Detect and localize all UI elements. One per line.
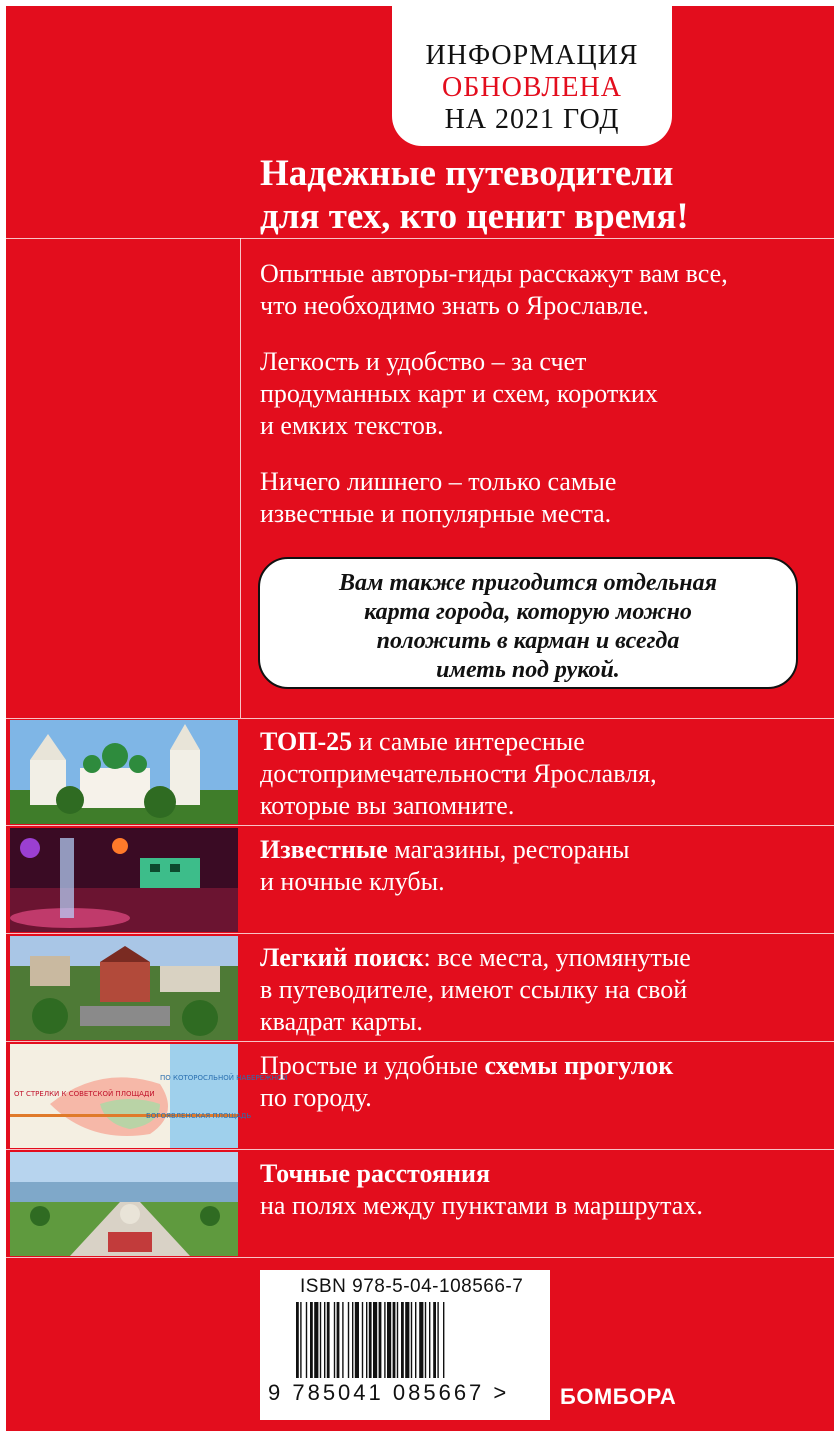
divider [6,718,834,719]
back-cover [6,6,834,1431]
paragraph-line: известные и популярные места. [260,499,612,528]
note-line: положить в карман и всегда [376,628,680,654]
feature-top25 [6,718,834,826]
publisher-logo: БОМБОРА [560,1384,677,1409]
feature-text [260,1158,820,1222]
paragraph-line: Опытные авторы-гиды расскажут вам все, [260,259,728,288]
paragraph-line: и емких текстов. [260,411,444,440]
headline-line1: Надежные путеводители [260,153,674,194]
badge-line3: НА 2021 ГОД [444,104,620,135]
feature-walk-schemes [6,1042,834,1150]
map-label-c: БОГОЯВЛЕНСКАЯ ПЛОЩАДЬ [146,1112,252,1120]
isbn-barcode [260,1270,550,1420]
feature-line: : все места, упомянутые [423,943,691,972]
badge-line1: ИНФОРМАЦИЯ [425,40,639,71]
feature-bold: Точные расстояния [260,1159,491,1188]
divider-vertical [240,238,241,718]
barcode-digits: 9 785041 085667 > [268,1380,510,1405]
paragraph-line: Легкость и удобство – за счет [260,347,587,376]
feature-line: магазины, рестораны [387,835,630,864]
feature-line: которые вы запомните. [260,791,515,820]
feature-bold: Легкий поиск [260,943,424,972]
map-label-b: ПО КОТОРОСЛЬНОЙ НАБЕРЕЖНОЙ [160,1074,288,1082]
feature-bold: Известные [260,835,388,864]
paragraph-line: Ничего лишнего – только самые [260,467,617,496]
map-thumbnail [10,1044,288,1148]
nightclub-photo [10,828,238,932]
map-note [258,557,798,689]
feature-text [260,1050,820,1114]
badge-line2: ОБНОВЛЕНА [442,72,622,103]
divider [6,1257,834,1258]
feature-line: в путеводителе, имеют ссылку на свой [260,975,688,1004]
city-panorama-photo [10,936,238,1040]
feature-line: достопримечательности Ярославля, [260,759,657,788]
feature-line: на полях между пунктами в маршрутах. [260,1191,703,1220]
feature-text [260,726,820,822]
embankment-photo [10,1152,238,1256]
feature-text [260,834,820,898]
paragraph-authors [260,258,820,322]
note-line: иметь под рукой. [436,657,620,683]
barcode-bars [296,1302,526,1378]
feature-distances [6,1150,834,1258]
note-line: Вам также пригодится отдельная [339,570,717,596]
feature-bold: схемы прогулок [484,1051,674,1080]
feature-famous [6,826,834,934]
feature-line: квадрат карты. [260,1007,423,1036]
isbn-text: ISBN 978-5-04-108566-7 [300,1276,524,1297]
feature-text [260,942,820,1038]
feature-easy-search [6,934,834,1042]
church-photo [10,720,238,824]
feature-line: по городу. [260,1083,372,1112]
note-line: карта города, которую можно [364,599,692,625]
map-label-a: ОТ СТРЕЛКИ К СОВЕТСКОЙ ПЛОЩАДИ [14,1090,155,1098]
feature-line: и самые интересные [352,727,585,756]
headline-line2: для тех, кто ценит время! [260,196,689,237]
paragraph-line: что необходимо знать о Ярославле. [260,291,649,320]
paragraph-line: продуманных карт и схем, коротких [260,379,658,408]
feature-line: и ночные клубы. [260,867,445,896]
feature-bold: ТОП-25 [260,727,353,756]
headline [260,152,830,238]
feature-line: Простые и удобные [260,1051,485,1080]
divider-top [6,238,834,239]
paragraph-nothing-extra [260,466,820,530]
update-badge [392,6,672,146]
paragraph-ease [260,346,820,442]
